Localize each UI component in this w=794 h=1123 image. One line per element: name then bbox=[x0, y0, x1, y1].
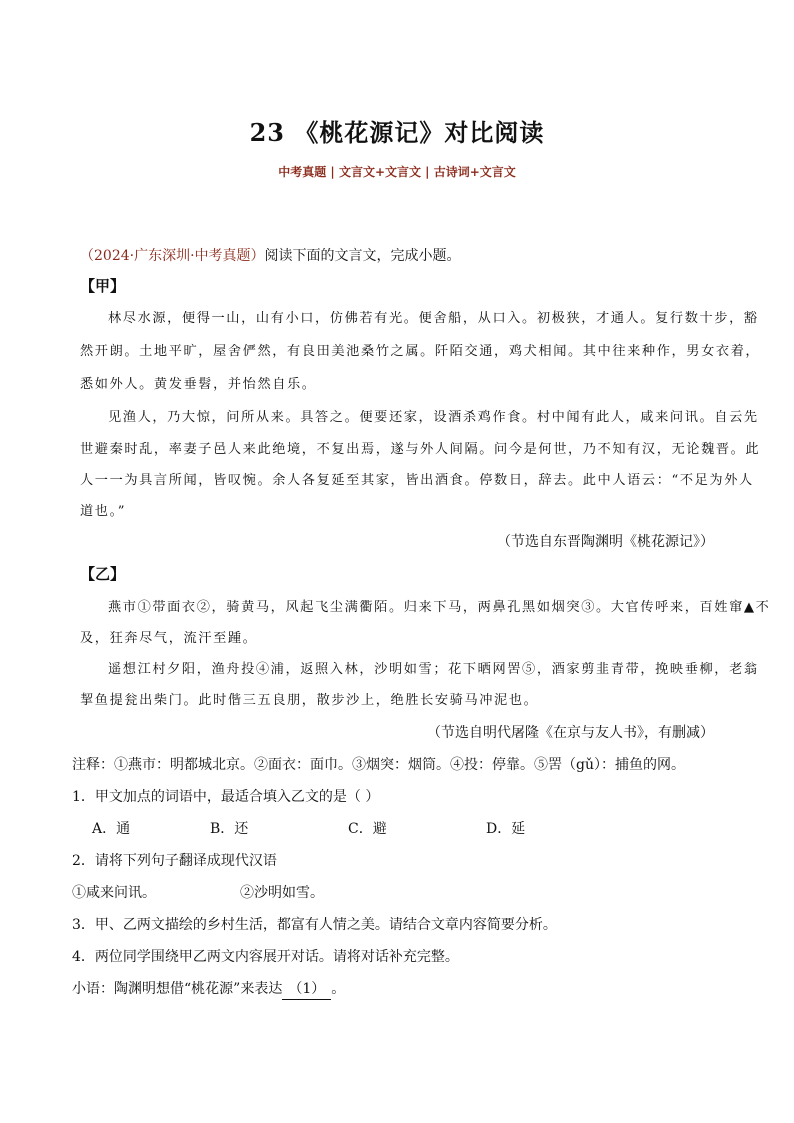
jia-line: 悉如外人。黄发垂髫，并怡然自乐。 bbox=[80, 377, 317, 392]
jia-line: 然开朗。土地平旷，屋舍俨然，有良田美池桑竹之属。阡陌交通，鸡犬相闻。其中往来种作，男女衣着， bbox=[80, 344, 761, 359]
dialog-line bbox=[72, 979, 345, 1000]
jia-label: 【甲】 bbox=[80, 277, 126, 295]
page-title: 23 《桃花源记》对比阅读 bbox=[249, 118, 545, 147]
question-3: 3．甲、乙两文描绘的乡村生活，都富有人情之美。请结合文章内容简要分析。 bbox=[72, 917, 557, 933]
option-d: D．延 bbox=[486, 821, 526, 837]
yi-citation: （节选自明代屠隆《在京与友人书》，有删减） bbox=[427, 725, 714, 741]
page-subtitle: 中考真题 | 文言文+文言文 | 古诗词+文言文 bbox=[278, 165, 516, 179]
option-c: C．避 bbox=[348, 821, 387, 837]
answer-blank: （1） bbox=[282, 979, 331, 1000]
intro-text: 阅读下面的文言文，完成小题。 bbox=[264, 248, 461, 264]
question-2: 2．请将下列句子翻译成现代汉语 bbox=[72, 853, 277, 869]
yi-line: 及，狂奔尽气，流汗至踵。 bbox=[80, 631, 258, 646]
jia-line: 林尽水源，便得一山，山有小口，仿佛若有光。便舍船，从口入。初极狭，才通人。复行数十步，豁 bbox=[108, 311, 759, 326]
yi-label: 【乙】 bbox=[80, 565, 126, 583]
question-2-item: ①咸来问讯。 bbox=[72, 885, 156, 901]
yi-line: 挈鱼提瓮出柴门。此时偕三五良朋，散步沙上，绝胜长安骑马冲泥也。 bbox=[80, 693, 539, 708]
dialog-suffix: 。 bbox=[331, 981, 346, 997]
jia-line: 人一一为具言所闻，皆叹惋。余人各复延至其家，皆出酒食。停数日，辞去。此中人语云：“不足为外人 bbox=[80, 473, 754, 488]
jia-citation: （节选自东晋陶渊明《桃花源记》） bbox=[497, 534, 714, 550]
question-2-item: ②沙明如雪。 bbox=[240, 885, 324, 901]
question-source: （2024·广东深圳·中考真题） bbox=[80, 248, 265, 264]
yi-line: 燕市①带面衣②，骑黄马，风起飞尘满衢陌。归来下马，两鼻孔黑如烟突③。大官传呼来，百姓窜▲不 bbox=[108, 600, 771, 615]
annotation-notes: 注释：①燕市：明都城北京。②面衣：面巾。③烟突：烟筒。④投：停靠。⑤罟（gǔ）：捕鱼的网。 bbox=[72, 757, 685, 773]
question-4: 4．两位同学围绕甲乙两文内容展开对话。请将对话补充完整。 bbox=[72, 949, 459, 965]
jia-line: 世避秦时乱，率妻子邑人来此绝境，不复出焉，遂与外人间隔。问今是何世，乃不知有汉，无论魏晋。此 bbox=[80, 442, 761, 457]
option-b: B．还 bbox=[210, 821, 249, 837]
option-a: A．通 bbox=[92, 821, 131, 837]
question-1: 1．甲文加点的词语中，最适合填入乙文的是（ ） bbox=[72, 789, 380, 805]
intro-line bbox=[80, 246, 461, 266]
jia-line: 道也。” bbox=[80, 504, 127, 519]
jia-line: 见渔人，乃大惊，问所从来。具答之。便要还家，设酒杀鸡作食。村中闻有此人，咸来问讯。自云先 bbox=[108, 410, 759, 425]
yi-line: 遥想江村夕阳，渔舟投④浦，返照入林，沙明如雪；花下晒网罟⑤，酒家剪韭青带，挽映垂柳，老翁 bbox=[108, 662, 759, 677]
dialog-prefix: 小语：陶渊明想借“桃花源”来表达 bbox=[72, 981, 283, 997]
